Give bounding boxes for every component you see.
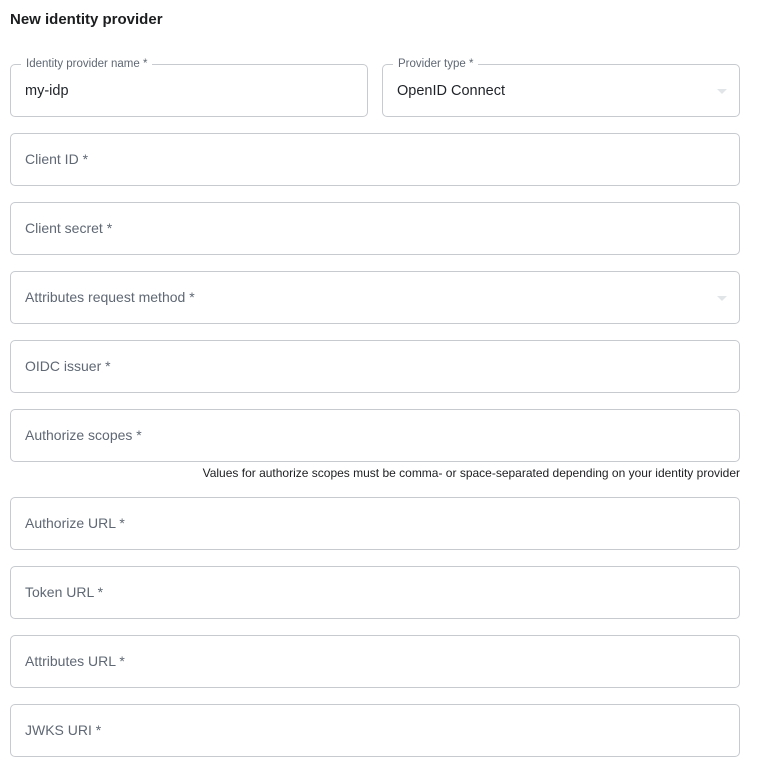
new-identity-provider-form: [0, 11, 757, 757]
chevron-down-icon: [717, 89, 727, 94]
page-title: New identity provider: [10, 11, 163, 28]
attributes-request-method-select[interactable]: [10, 271, 740, 324]
jwks-uri-field[interactable]: [10, 704, 740, 757]
provider-type-value: OpenID Connect: [397, 82, 506, 99]
provider-type-select[interactable]: [382, 58, 740, 117]
identity-provider-name-label: Identity provider name *: [21, 58, 152, 71]
authorize-url-field[interactable]: [10, 497, 740, 550]
chevron-down-icon: [717, 296, 727, 301]
oidc-issuer-input[interactable]: [25, 359, 725, 375]
provider-type-label: Provider type *: [393, 58, 478, 71]
identity-provider-name-input[interactable]: [25, 83, 353, 99]
attributes-url-input[interactable]: [25, 654, 725, 670]
client-secret-field[interactable]: [10, 202, 740, 255]
oidc-issuer-field[interactable]: [10, 340, 740, 393]
authorize-url-input[interactable]: [25, 516, 725, 532]
client-id-field[interactable]: [10, 133, 740, 186]
client-secret-input[interactable]: [25, 221, 725, 237]
client-id-input[interactable]: [25, 152, 725, 168]
authorize-scopes-field[interactable]: [10, 409, 740, 462]
form-row-top: [10, 58, 740, 117]
jwks-uri-input[interactable]: [25, 723, 725, 739]
authorize-scopes-input[interactable]: [25, 428, 725, 444]
attributes-url-field[interactable]: [10, 635, 740, 688]
attributes-request-method-input[interactable]: [25, 290, 725, 306]
authorize-scopes-helper-text: Values for authorize scopes must be comma- or space-separated depending on your identity provider: [202, 466, 740, 480]
token-url-field[interactable]: [10, 566, 740, 619]
token-url-input[interactable]: [25, 585, 725, 601]
identity-provider-name-field[interactable]: [10, 58, 368, 117]
